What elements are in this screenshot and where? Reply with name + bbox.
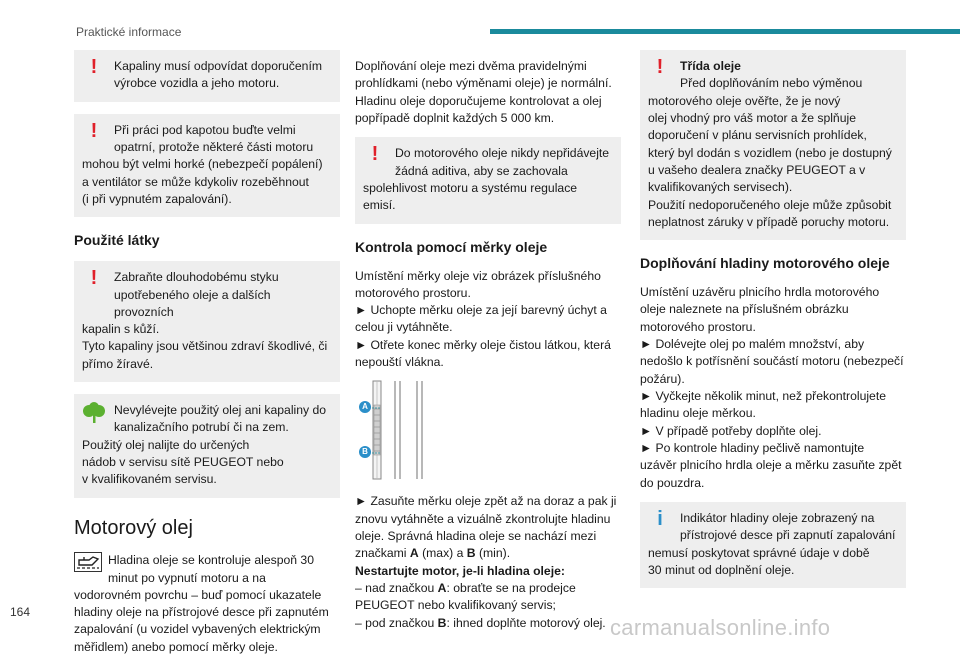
text-line: Použitý olej nalijte do určených [82,437,250,452]
text-line: ► Po kontrole hladiny pečlivě namontujte [640,441,865,456]
text-line: a ventilátor se může kdykoliv rozeběhnout [82,174,309,189]
text-line: Do motorového oleje nikdy nepřidávejte [395,146,610,161]
text-segment: : ihned doplňte motorový olej. [446,615,606,630]
dipstick-marker-b: B [359,446,371,458]
text-line: oleje naleznete na příslušném obrázku [640,302,849,317]
text-line: který byl dodán s vozidlem (nebo je dostupný [648,145,892,160]
text-line: ► Zasuňte měrku oleje zpět až na doraz a pak ji [355,494,617,509]
text-line: emisí. [363,198,396,213]
warning-box-oil-grade [640,50,906,240]
warning-box-fluids [74,50,340,102]
text-line: znovu vytáhněte a vizuálně zkontrolujte hladinu [355,511,611,526]
text-line: spolehlivost motoru a systému regulace [363,180,578,195]
text-line: ► Otřete konec měrky oleje čistou látkou, která [355,337,611,352]
text-line [355,545,621,562]
text-line: ► Dolévejte olej po malém množství, aby [640,337,865,352]
refill-steps [640,284,906,492]
warning-icon: ! [656,56,664,78]
text-segment: : obraťte se na prodejce [446,581,576,596]
dipstick-illustration [355,381,621,481]
info-icon: i [657,508,663,531]
warning-icon: ! [90,267,98,290]
text-line: požáru). [640,371,685,386]
warning-box-hood [74,114,340,218]
dipstick-paragraph [355,268,621,372]
text-line: Při práci pod kapotou buďte velmi [114,122,296,137]
warning-icon: ! [371,143,379,166]
text-line: v kvalifikovaném servisu. [82,472,217,487]
text-line: přístrojové desce při zapnutí zapalování [680,528,896,543]
text-line: neplatnost záruky v případě poruchy motoru. [648,214,890,229]
text-segment: (min). [475,546,511,561]
warning-box-skin [74,261,340,382]
dipstick-marker-a: A [359,401,371,413]
warning-box-additives [355,137,621,223]
info-box-indicator [640,502,906,588]
text-line: popřípadě doplnit každých 5 000 km. [355,110,555,125]
text-line [355,580,621,597]
text-line: kapalin s kůží. [82,322,160,337]
text-line: vodorovném povrchu – buď pomocí ukazatele [74,587,322,602]
text-line: olej vhodný pro váš motor a že splňuje [648,110,856,125]
watermark-text: carmanualsonline.info [610,615,831,640]
text-line: Tyto kapaliny jsou většinou zdraví škodlivé, či [82,339,328,354]
text-line: Umístění měrky oleje viz obrázek příslušného [355,268,601,283]
text-line: přímo žíravé. [82,356,154,371]
text-line: 30 minut od doplnění oleje. [648,563,795,578]
text-line: oleje. Správná hladina oleje se nachází mezi [355,529,597,544]
text-segment: (max) a [418,546,467,561]
text-line: žádná aditiva, aby se zachovala [395,163,568,178]
text-line: Doplňování oleje mezi dvěma pravidelnými [355,59,587,73]
warning-icon: ! [90,56,98,78]
text-line: Hladinu oleje doporučujeme kontrolovat a olej [355,93,602,108]
column-3 [640,50,906,600]
mark-a-label: A [437,581,447,596]
eco-box-disposal [74,394,340,498]
mark-b-label: B [466,546,476,561]
text-line: Umístění uzávěru plnicího hrdla motorového [640,285,880,300]
text-line: měřidlem) anebo pomocí měrky oleje. [74,639,278,654]
text-line: Indikátor hladiny oleje zobrazený na [680,511,875,526]
text-line: nemusí poskytovat správné údaje v době [648,545,870,560]
page-header-title: Praktické informace [76,25,182,39]
header-accent-bar [490,29,960,34]
text-line: nádob v servisu sítě PEUGEOT nebo [82,455,284,470]
text-line: hladiny oleje na přístrojové desce při zapnutém [74,605,329,620]
text-line: nedošlo k potřísnění součástí motoru (nebezpečí [640,354,904,369]
text-segment: – pod značkou [355,615,438,630]
box-title: Třída oleje [680,59,741,73]
column-2 [355,50,621,632]
text-line: motorového prostoru. [355,285,471,300]
text-line: Kapaliny musí odpovídat doporučením [114,59,322,73]
text-line: zapalování (u vozidel vybavených elektrickým [74,622,321,637]
text-line: ► Uchopte měrku oleje za její barevný úchyt a [355,303,607,318]
text-line [355,615,621,632]
text-line: motorového prostoru. [640,319,756,334]
text-line: ► Vyčkejte několik minut, než překontrolujete [640,389,886,404]
heading-dipstick-check: Kontrola pomocí měrky oleje [355,238,548,255]
warning-icon: ! [90,119,98,142]
oil-can-icon [74,552,102,572]
text-line: hladinu oleje měrkou. [640,406,756,421]
text-line: Hladina oleje se kontroluje alespoň 30 [108,553,314,568]
text-line: Nevylévejte použitý olej ani kapaliny do [114,403,327,418]
text-line: mohou být velmi horké (nebezpečí popálení) [82,157,323,172]
column-1 [74,50,340,656]
text-line: Použití nedoporučeného oleje může způsobit [648,197,892,212]
text-line: prohlídkami (nebo výměnami oleje) je normální. [355,76,612,91]
text-line: doporučení v plánu servisních prohlídek, [648,128,867,143]
heading-engine-oil: Motorový olej [74,516,193,539]
text-line: ► V případě potřeby doplňte olej. [640,423,822,438]
text-line: do pouzdra. [640,475,705,490]
text-segment: značkami [355,546,410,561]
text-segment: – nad značkou [355,581,438,596]
tree-eco-icon [82,402,106,424]
heading-oil-refill: Doplňování hladiny motorového oleje [640,255,890,272]
text-line: Před doplňováním nebo výměnou [680,76,863,91]
text-line: celou ji vytáhněte. [355,320,453,335]
text-line: kanalizačního potrubí či na zem. [114,420,289,435]
mark-a-label: A [409,546,419,561]
text-line: Zabraňte dlouhodobému styku [114,270,279,285]
text-line: nepouští vlákna. [355,355,444,370]
text-line: upotřebeného oleje a dalších provozních [114,287,271,319]
text-line: výrobce vozidla a jeho motoru. [114,76,280,91]
text-line: (i při vypnutém zapalování). [82,191,232,206]
mark-b-label: B [437,615,447,630]
text-line: minut po vypnutí motoru a na [108,570,266,585]
text-line: uzávěr plnicího hrdla oleje a měrku zasuňte zpět [640,458,902,473]
text-line: kvalifikovaných servisech). [648,180,793,195]
heading-used-substances: Použité látky [74,232,160,249]
dipstick-instructions [355,493,621,632]
text-line: u vašeho dealera značky PEUGEOT a v [648,162,866,177]
page-number: 164 [10,605,31,619]
warning-text-bold: Nestartujte motor, je-li hladina oleje: [355,563,565,578]
refill-paragraph [355,58,621,127]
engine-oil-paragraph [74,552,340,656]
text-line: opatrní, protože některé části motoru [114,139,314,154]
text-line: PEUGEOT nebo kvalifikovaný servis; [355,598,556,613]
text-line: motorového oleje ověřte, že je nový [648,93,841,108]
